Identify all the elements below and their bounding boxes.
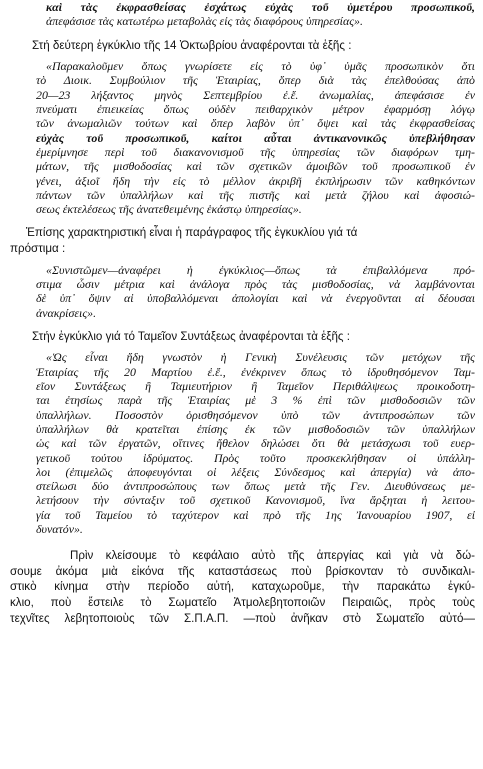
text-line: τῶν ἀνωμαλιῶν τούτων καὶ ὅπερ λαβὸν ὑπ᾽ ὄψει καὶ τὰς ἐκφρασθείσας bbox=[36, 116, 475, 131]
text-line: εῖον Συντάξεως ἢ Ταμιευτήριον ἢ Ταμεῖον Περιθάλψεως προικοδοτη- bbox=[36, 379, 475, 394]
text-line: «Συνιστῶμεν—ἀναφέρει ἡ ἐγκύκλιος—ὅπως τὰ ἐπιβαλλόμενα πρό- bbox=[46, 262, 475, 277]
text-line: τεχνῖτες λεβητοποιοὺς τῶν Σ.Π.Α.Π. —ποὺ ἀνῆκαν στὸ Σωματεῖο αὐτό— bbox=[10, 611, 475, 625]
text-line: ὑπαλλήλων. Ποσοστὸν ὁρισθησόμενον ὑπὸ τῶν ἀντιπροσώπων τῶν bbox=[36, 407, 475, 422]
closing-paragraph bbox=[10, 548, 475, 626]
text-line: σουμε ἀκόμα μιὰ εἰκόνα τῆς καταστάσεως ποὺ βρίσκονταν τὸ συνδικαλι- bbox=[10, 564, 475, 578]
text-line: στιμα ὦσιν μέτρια καὶ ἀνάλογα πρὸς τὰς μισθοδοσίας, νὰ λαμβάνονται bbox=[36, 276, 475, 291]
text-line: γένει, ἀξιοῖ ἤδη τὴν εἰς τὸ μέλλον ἀκριβῆ ἐκπλήρωσιν τῶν καθηκόντων bbox=[36, 173, 475, 188]
text-line: στείλωσι δύο ἀντιπροσώπους των ὅπως μετὰ τῆς Γεν. Διευθύνσεως με- bbox=[36, 479, 475, 494]
quote-block-3 bbox=[10, 350, 475, 536]
text-line: καὶ τὰς ἐκφρασθείσας ἐσχάτως εὐχὰς τοῦ ὑμετέρου προσωπικοῦ, bbox=[46, 0, 475, 14]
text-line: 20—23 λήξαντος μηνὸς Σεπτεμβρίου ἐ.ἔ. ἀνωμαλίας, ἀπεφάσισε ἐν bbox=[36, 87, 475, 102]
intro-paragraph-1 bbox=[10, 38, 475, 54]
text-line: τὸ Διοικ. Συμβούλιον τῆς Ἑταιρίας, ὅπερ διὰ τὰς ἐπελθούσας ἀπὸ bbox=[36, 73, 475, 88]
text-line: λοι (ἐπιμελῶς ἀποφευγόνται οἱ λέξεις Σύνδεσμος καὶ ἀπεργία) νὰ ἀπο- bbox=[36, 464, 475, 479]
text-line: εὐχὰς τοῦ προσωπικοῦ, καίτοι αὗται ἀντικανονικῶς ὑπεβλήθησαν bbox=[36, 130, 475, 145]
text-line: πνεύματι ἐπιεικείας ὅπως οὐδὲν πειθαρχικὸν μέτρον ἐφαρμόσῃ λόγῳ bbox=[36, 102, 475, 117]
text-line: γετικοῦ τούτου ἱδρύματος. Πρὸς τοῦτο προσκεκλήθησαν οἱ ὑπάλλη- bbox=[36, 450, 475, 465]
text-line: σεως ἐκτελέσεως τῆς ἀνατεθειμένης ἑκάστῳ ὑπηρεσίας». bbox=[36, 202, 302, 217]
text-line: «Παρακαλοῦμεν ὅπως γνωρίσετε εἰς τὸ ὑφ᾽ ὑμᾶς προσωπικὸν ὅτι bbox=[46, 59, 475, 74]
text-line: δυνατόν». bbox=[36, 521, 83, 536]
quote-block-1 bbox=[10, 59, 475, 216]
text-line: ἀνακρίσεις». bbox=[36, 305, 97, 320]
text-line: Ἐπίσης χαρακτηριστική εἶναι ἡ παράγραφος τῆς ἐγκυκλίου γιά τά bbox=[26, 226, 358, 240]
text-line: Στή δεύτερη ἐγκύκλιο τῆς 14 Ὀκτωβρίου ἀναφέρονται τὰ ἑξῆς : bbox=[32, 38, 352, 52]
text-line: «Ὡς εἶναι ἤδη γνωστὸν ἡ Γενικὴ Συνέλευσις τῶν μετόχων τῆς bbox=[46, 350, 475, 365]
text-line: Πρὶν κλείσουμε τὸ κεφάλαιο αὐτὸ τῆς ἀπεργίας καὶ γιὰ νὰ δώ- bbox=[70, 549, 475, 563]
text-line: γία τοῦ Ταμείου τὸ ταχύτερον καὶ πρὸ τῆς 1ης Ἰανουαρίου 1907, εἰ bbox=[36, 507, 475, 522]
text-line: πάντων τῶν ὑπαλλήλων καὶ τῆς πιστῆς καὶ μετὰ ζήλου καὶ ἀφοσιώ- bbox=[36, 187, 475, 202]
text-line: Ἑταιρίας τῆς 20 Μαρτίου ἐ.ἔ., ἐνέκρινεν ὅπως τὸ ἱδρυθησόμενον Ταμ- bbox=[36, 364, 475, 379]
text-line: δὲ ὑπ᾽ ὄψιν αἱ ὑποβαλλόμεναι ἀπολογίαι καὶ νὰ ἐνεργοῦνται αἱ δέουσαι bbox=[36, 291, 475, 306]
text-line: Στήν ἐγκύκλιο γιά τό Ταμεῖον Συντάξεως ἀναφέρονται τὰ ἑξῆς : bbox=[32, 329, 350, 343]
top-quote-continuation bbox=[10, 0, 475, 29]
text-line: ται ἐτησίως παρὰ τῆς Ἑταιρίας μὲ 3 % ἐπὶ τῶν μισθοδοσιῶν τῶν bbox=[36, 393, 475, 408]
text-line: ἀπεφάσισε τὰς κατωτέρω μεταβολὰς εἰς τὰς διαφόρους ὑπηρεσίας». bbox=[46, 14, 363, 29]
quote-block-2 bbox=[10, 263, 475, 320]
intro-paragraph-3 bbox=[10, 329, 475, 345]
text-line: στικὸ κίνημα στὴν περίοδο αὐτή, καταχωροῦμε, τὴν παρακάτω ἐγκύ- bbox=[10, 580, 475, 594]
text-line: ὑπαλλήλων θὰ κρατεῖται ἐπίσης ἐκ τῶν μισθοδοσιῶν τῶν ὑπαλλήλων bbox=[36, 421, 475, 436]
text-line: ἐμερίμνησε περὶ τοῦ διακανονισμοῦ τῆς ὑπηρεσίας τῶν διαφόρων τμη- bbox=[36, 144, 475, 159]
text-line: κλιο, ποὺ ἔστειλε τὸ Σωματεῖο Ἀτμολεβητοποιῶν Πειραιῶς, πρὸς τοὺς bbox=[10, 596, 475, 610]
text-line: λετήσουν τὴν σύνταξιν τοῦ σχετικοῦ Κανονισμοῦ, ἵνα ἄρξηται ἡ λειτου- bbox=[36, 493, 475, 508]
text-line: πρόστιμα : bbox=[10, 242, 66, 256]
intro-paragraph-2 bbox=[10, 225, 475, 256]
text-line: μάτων, τῆς μισθοδοσίας καὶ τῶν σχετικῶν ἀμοιβῶν τοῦ προσωπικοῦ ἐν bbox=[36, 159, 475, 174]
text-line: ὡς καὶ τῶν ἐργατῶν, οἵτινες ἤθελον δηλώσει ὅτι θὰ μετάσχωσι τοῦ ευερ- bbox=[36, 436, 475, 451]
